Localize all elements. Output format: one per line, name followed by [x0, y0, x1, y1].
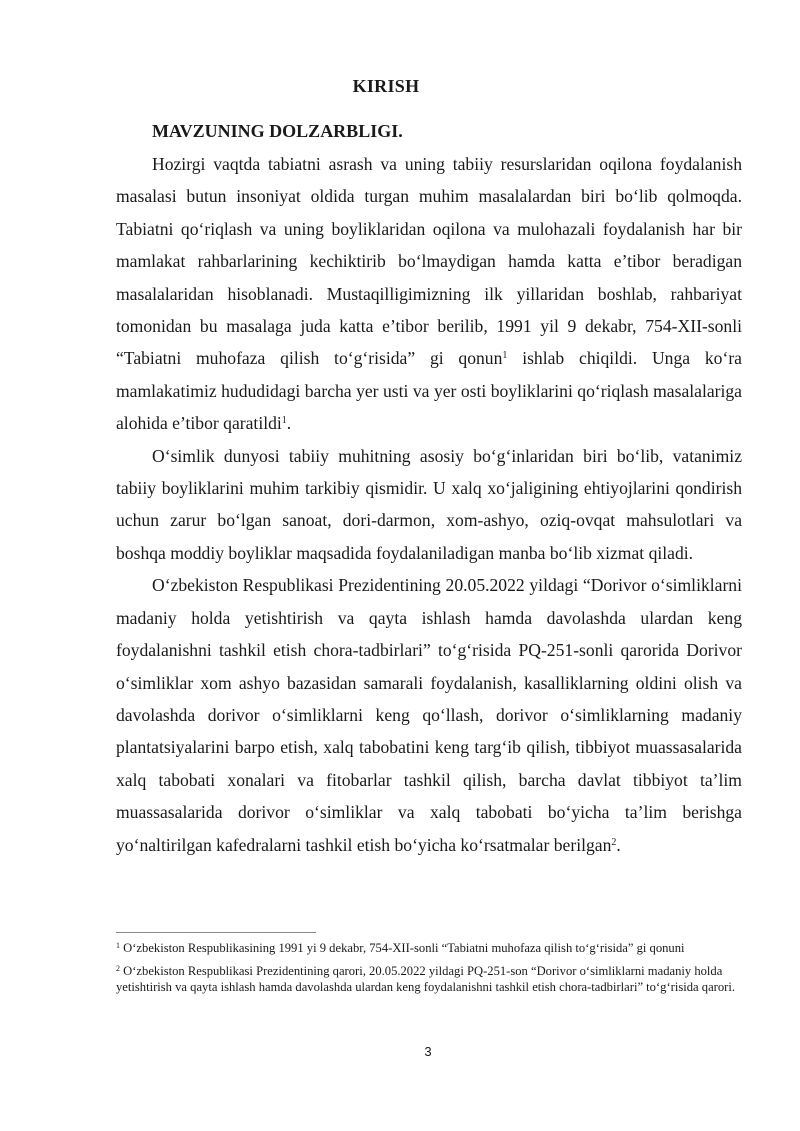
footnote-ref-2: 2	[611, 836, 617, 848]
paragraph-1: Hozirgi vaqtda tabiatni asrash va uning tabiiy resurslaridan oqilona foydalanish masalasi butun insoniyat oldida turgan muhim masalalardan biri bo‘lib qolmoqda. Tabiatni qo‘riqlash va uning boyliklaridan oqilona va mulohazali foydalanish har bir mamlakat rahbarlarining kechiktirib bo‘lmaydigan hamda katta e’tibor beradigan masalalaridan hisoblanadi. Mustaqilligimizning ilk yillaridan boshlab, rahbariyat tomonidan bu masalaga juda katta e’tibor berilib, 1991 yil 9 dekabr, 754-XII-sonli “Tabiatni muhofaza qilish to‘g‘risida” gi qonun$^1$ ishlab chiqildi. Unga ko‘ra mamlakatimiz hududidagi barcha yer usti va yer osti boyliklarini qo‘riqlash masalalariga alohida e’tibor qaratildi$^1$.	[116, 154, 742, 434]
footnote-ref-1: 1	[502, 350, 508, 362]
section-subtitle: MAVZUNING DOLZARBLIGI.	[152, 121, 403, 141]
footnote-2: $^2$ O‘zbekiston Respublikasi Prezidentining qarori, 20.05.2022 yildagi PQ-251-son “Dorivor o‘simliklarni madaniy holda yetishtirish va qayta ishlash hamda davolashda ulardan keng foydalanishni tashkil etish chora-tadbirlari” to‘g‘risida qarori.	[116, 964, 736, 994]
page-title: KIRISH	[352, 76, 420, 96]
footnote-ref-1b: 1	[281, 415, 287, 427]
page-number: 3	[424, 1044, 432, 1059]
footnote-separator	[116, 932, 316, 933]
paragraph-3: O‘zbekiston Respublikasi Prezidentining 20.05.2022 yildagi “Dorivor o‘simliklarni madaniy holda yetishtirish va qayta ishlash hamda davolashda ulardan keng foydalanishni tashkil etish chora-tadbirlari” to‘g‘risida PQ-251-sonli qarorida Dorivor o‘simliklar xom ashyo bazasidan samarali foydalanish, kasalliklarning oldini olish va davolashda dorivor o‘simliklarni keng qo‘llash, dorivor o‘simliklarning madaniy plantatsiyalarini barpo etish, xalq tabobatini keng targ‘ib qilish, tibbiyot muassasalarida xalq tabobati xonalari va fitobarlar tashkil qilish, barcha davlat tibbiyot ta’lim muassasalarida dorivor o‘simliklar va xalq tabobati bo‘yicha ta’lim berishga yo‘naltirilgan kafedralarni tashkil etish bo‘yicha ko‘rsatmalar berilgan$^2$.	[116, 575, 742, 855]
paragraph-2: O‘simlik dunyosi tabiiy muhitning asosiy bo‘g‘inlaridan biri bo‘lib, vatanimiz tabiiy boyliklarini muhim tarkibiy qismidir. U xalq xo‘jaligining ehtiyojlarini qondirish uchun zarur bo‘lgan sanoat, dori-darmon, xom-ashyo, oziq-ovqat mahsulotlari va boshqa moddiy boyliklar maqsadida foydalaniladigan manba bo‘lib xizmat qiladi.	[116, 445, 742, 563]
body-text	[116, 148, 742, 861]
footnotes	[116, 940, 746, 1002]
footnote-mark-1: 1	[116, 941, 120, 950]
footnote-mark-2: 2	[116, 964, 120, 973]
footnote-1: $^1$ O‘zbekiston Respublikasining 1991 yi 9 dekabr, 754-XII-sonli “Tabiatni muhofaza qilish to‘g‘risida” gi qonuni	[116, 941, 685, 955]
